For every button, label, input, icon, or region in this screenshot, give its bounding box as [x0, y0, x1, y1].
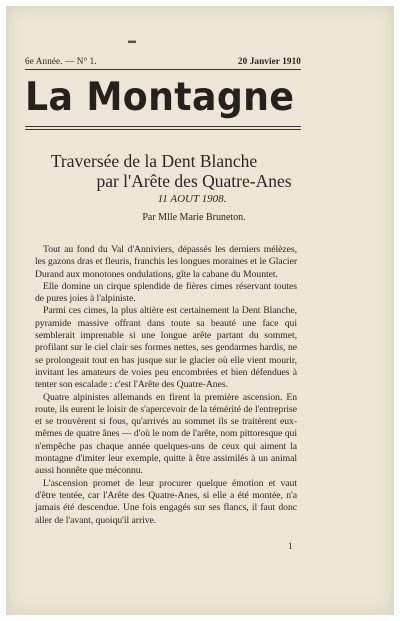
paragraph: Elle domine un cirque splendide de fières cimes réservant toutes de pures joies à l'alpiniste. — [35, 280, 297, 305]
article-byline: Par Mlle Marie Bruneton. — [142, 212, 246, 223]
article-title-line1: Traversée de la Dent Blanche — [50, 151, 258, 171]
issue-number: 6e Année. — N° 1. — [25, 56, 97, 66]
paragraph: L'ascension promet de leur procurer quelque émotion et vaut d'être tentée, car l'Arête des Quatre-Anes, si elle a été montée, n'a jamais été descendue. Une fois engagés sur ses flancs, il faut donc aller de l'avant, quoiqu'il arrive. — [35, 477, 297, 526]
journal-page — [6, 6, 394, 615]
printer-mark: ▬ — [128, 36, 136, 45]
issue-date: 20 Janvier 1910 — [237, 56, 301, 66]
article-body — [35, 244, 297, 527]
masthead-rule-bottom — [25, 126, 301, 130]
masthead-info — [25, 56, 301, 66]
paragraph: Parmi ces cimes, la plus altière est certainement la Dent Blanche, pyramide massive offrant dans toute sa beauté une face qui semblerait imprenable si une longue arête partant du sommet, profilant sur le ciel clair ses formes nettes, ses gendarmes hardis, ne se prolongeait tout en bas jusque sur le glacier où elle vient mourir, invitant les amateurs de voies peu encombrées et bien défendues à tenter son escalade : c'est l'Arête des Quatre-Anes. — [35, 305, 297, 391]
page-number: 1 — [288, 541, 293, 551]
masthead-rule-top — [25, 69, 301, 70]
article-date: 11 AOUT 1908. — [157, 193, 227, 205]
article-title-line2: par l'Arête des Quatre-Anes — [96, 171, 292, 191]
journal-title: La Montagne — [25, 75, 295, 120]
paragraph: Tout au fond du Val d'Anniviers, dépassés les derniers mélèzes, les gazons dras et fleuris, franchis les longues moraines et le Glacier Durand aux monotones ondulations, gîte la cabane du Mountet. — [35, 244, 297, 280]
paragraph: Quatre alpinistes allemands en firent la première ascension. En route, ils eurent le loisir de s'apercevoir de la témérité de l'entreprise et se trouvèrent si fous, qu'arrivés au sommet ils se traitèrent eux-mêmes de quatre ânes — d'où le nom de l'arête, nom pittoresque qui n'empêche pas chaque année quelques-uns de ceux qui aiment la montagne d'imiter leur exemple, quitte à être assimilés à un animal aussi honnête que méconnu. — [35, 391, 297, 477]
